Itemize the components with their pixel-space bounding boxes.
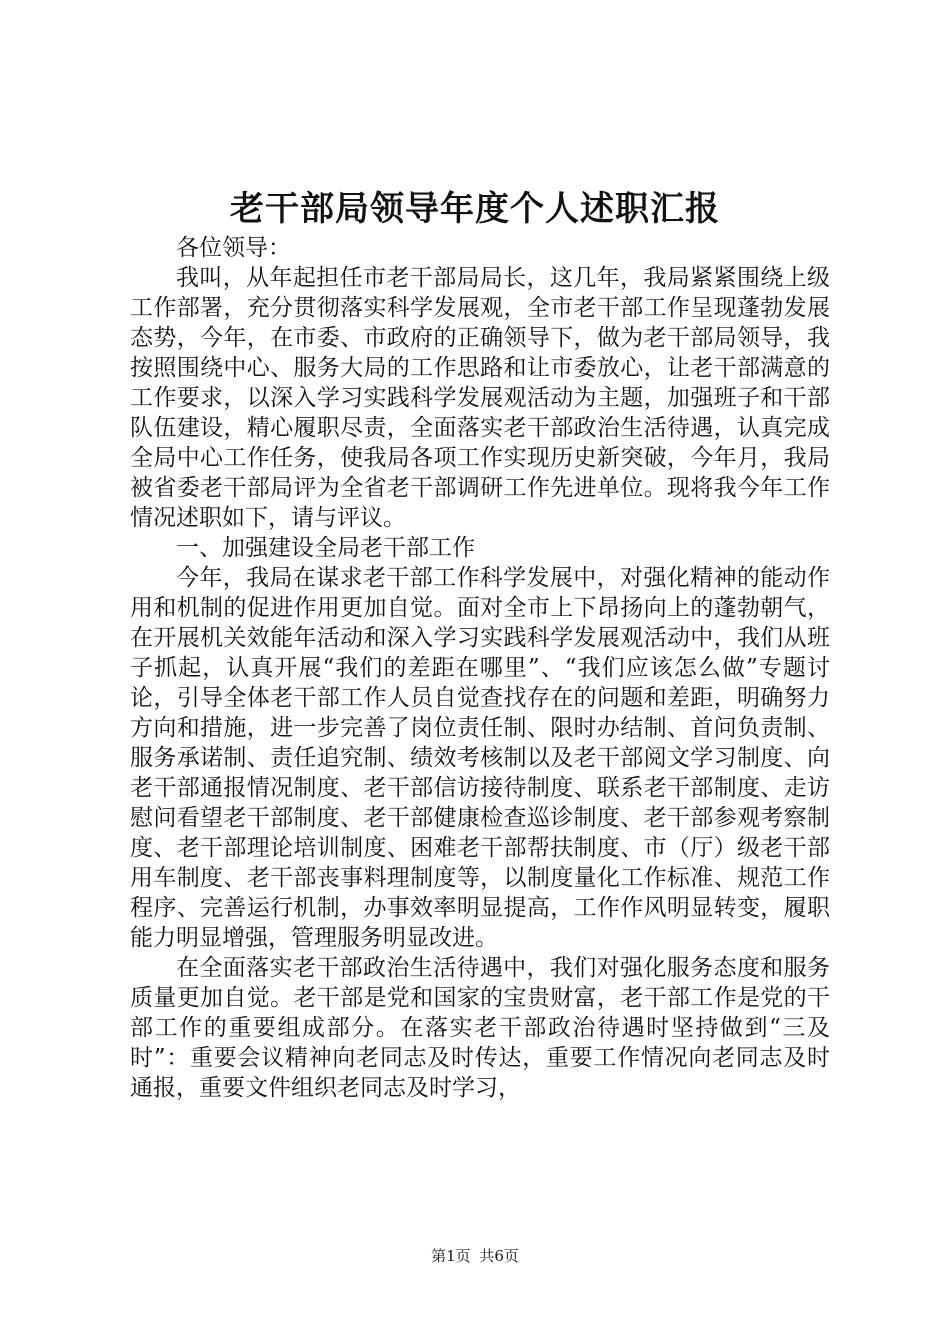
page-footer [0, 1246, 950, 1266]
document-body [130, 233, 830, 1103]
paragraph-body: 今年，我局在谋求老干部工作科学发展中，对强化精神的能动作用和机制的促进作用更加自觉。面对全市上下昂扬向上的蓬勃朝气，在开展机关效能年活动和深入学习实践科学发展观活动中，我们从班子抓起，认真开展“我们的差距在哪里”、“我们应该怎么做”专题讨论，引导全体老干部工作人员自觉查找存在的问题和差距，明确努力方向和措施，进一步完善了岗位责任制、限时办结制、首问负责制、服务承诺制、责任追究制、绩效考核制以及老干部阅文学习制度、向老干部通报情况制度、老干部信访接待制度、联系老干部制度、走访慰问看望老干部制度、老干部健康检查巡诊制度、老干部参观考察制度、老干部理论培训制度、困难老干部帮扶制度、市（厅）级老干部用车制度、老干部丧事料理制度等，以制度量化工作标准、规范工作程序、完善运行机制，办事效率明显提高，工作作风明显转变，履职能力明显增强，管理服务明显改进。 [130, 565, 830, 951]
document-title: 老干部局领导年度个人述职汇报 [230, 189, 720, 229]
paragraph-body: 在全面落实老干部政治生活待遇中，我们对强化服务态度和服务质量更加自觉。老干部是党和国家的宝贵财富，老干部工作是党的干部工作的重要组成部分。在落实老干部政治待遇时坚持做到“三及时”：重要会议精神向老同志及时传达，重要工作情况向老同志及时通报，重要文件组织老同志及时学习， [130, 955, 830, 1101]
page-number: 第1页 [431, 1247, 471, 1265]
section-heading: 一、加强建设全局老干部工作 [176, 535, 475, 561]
salutation: 各位领导： [176, 235, 291, 261]
page-total: 共6页 [479, 1247, 519, 1265]
paragraph-intro: 我叫，从年起担任市老干部局局长，这几年，我局紧紧围绕上级工作部署，充分贯彻落实科学发展观，全市老干部工作呈现蓬勃发展态势，今年，在市委、市政府的正确领导下，做为老干部局领导，我按照围绕中心、服务大局的工作思路和让市委放心，让老干部满意的工作要求，以深入学习实践科学发展观活动为主题，加强班子和干部队伍建设，精心履职尽责，全面落实老干部政治生活待遇，认真完成全局中心工作任务，使我局各项工作实现历史新突破，今年月，我局被省委老干部局评为全省老干部调研工作先进单位。现将我今年工作情况述职如下，请与评议。 [130, 265, 830, 531]
